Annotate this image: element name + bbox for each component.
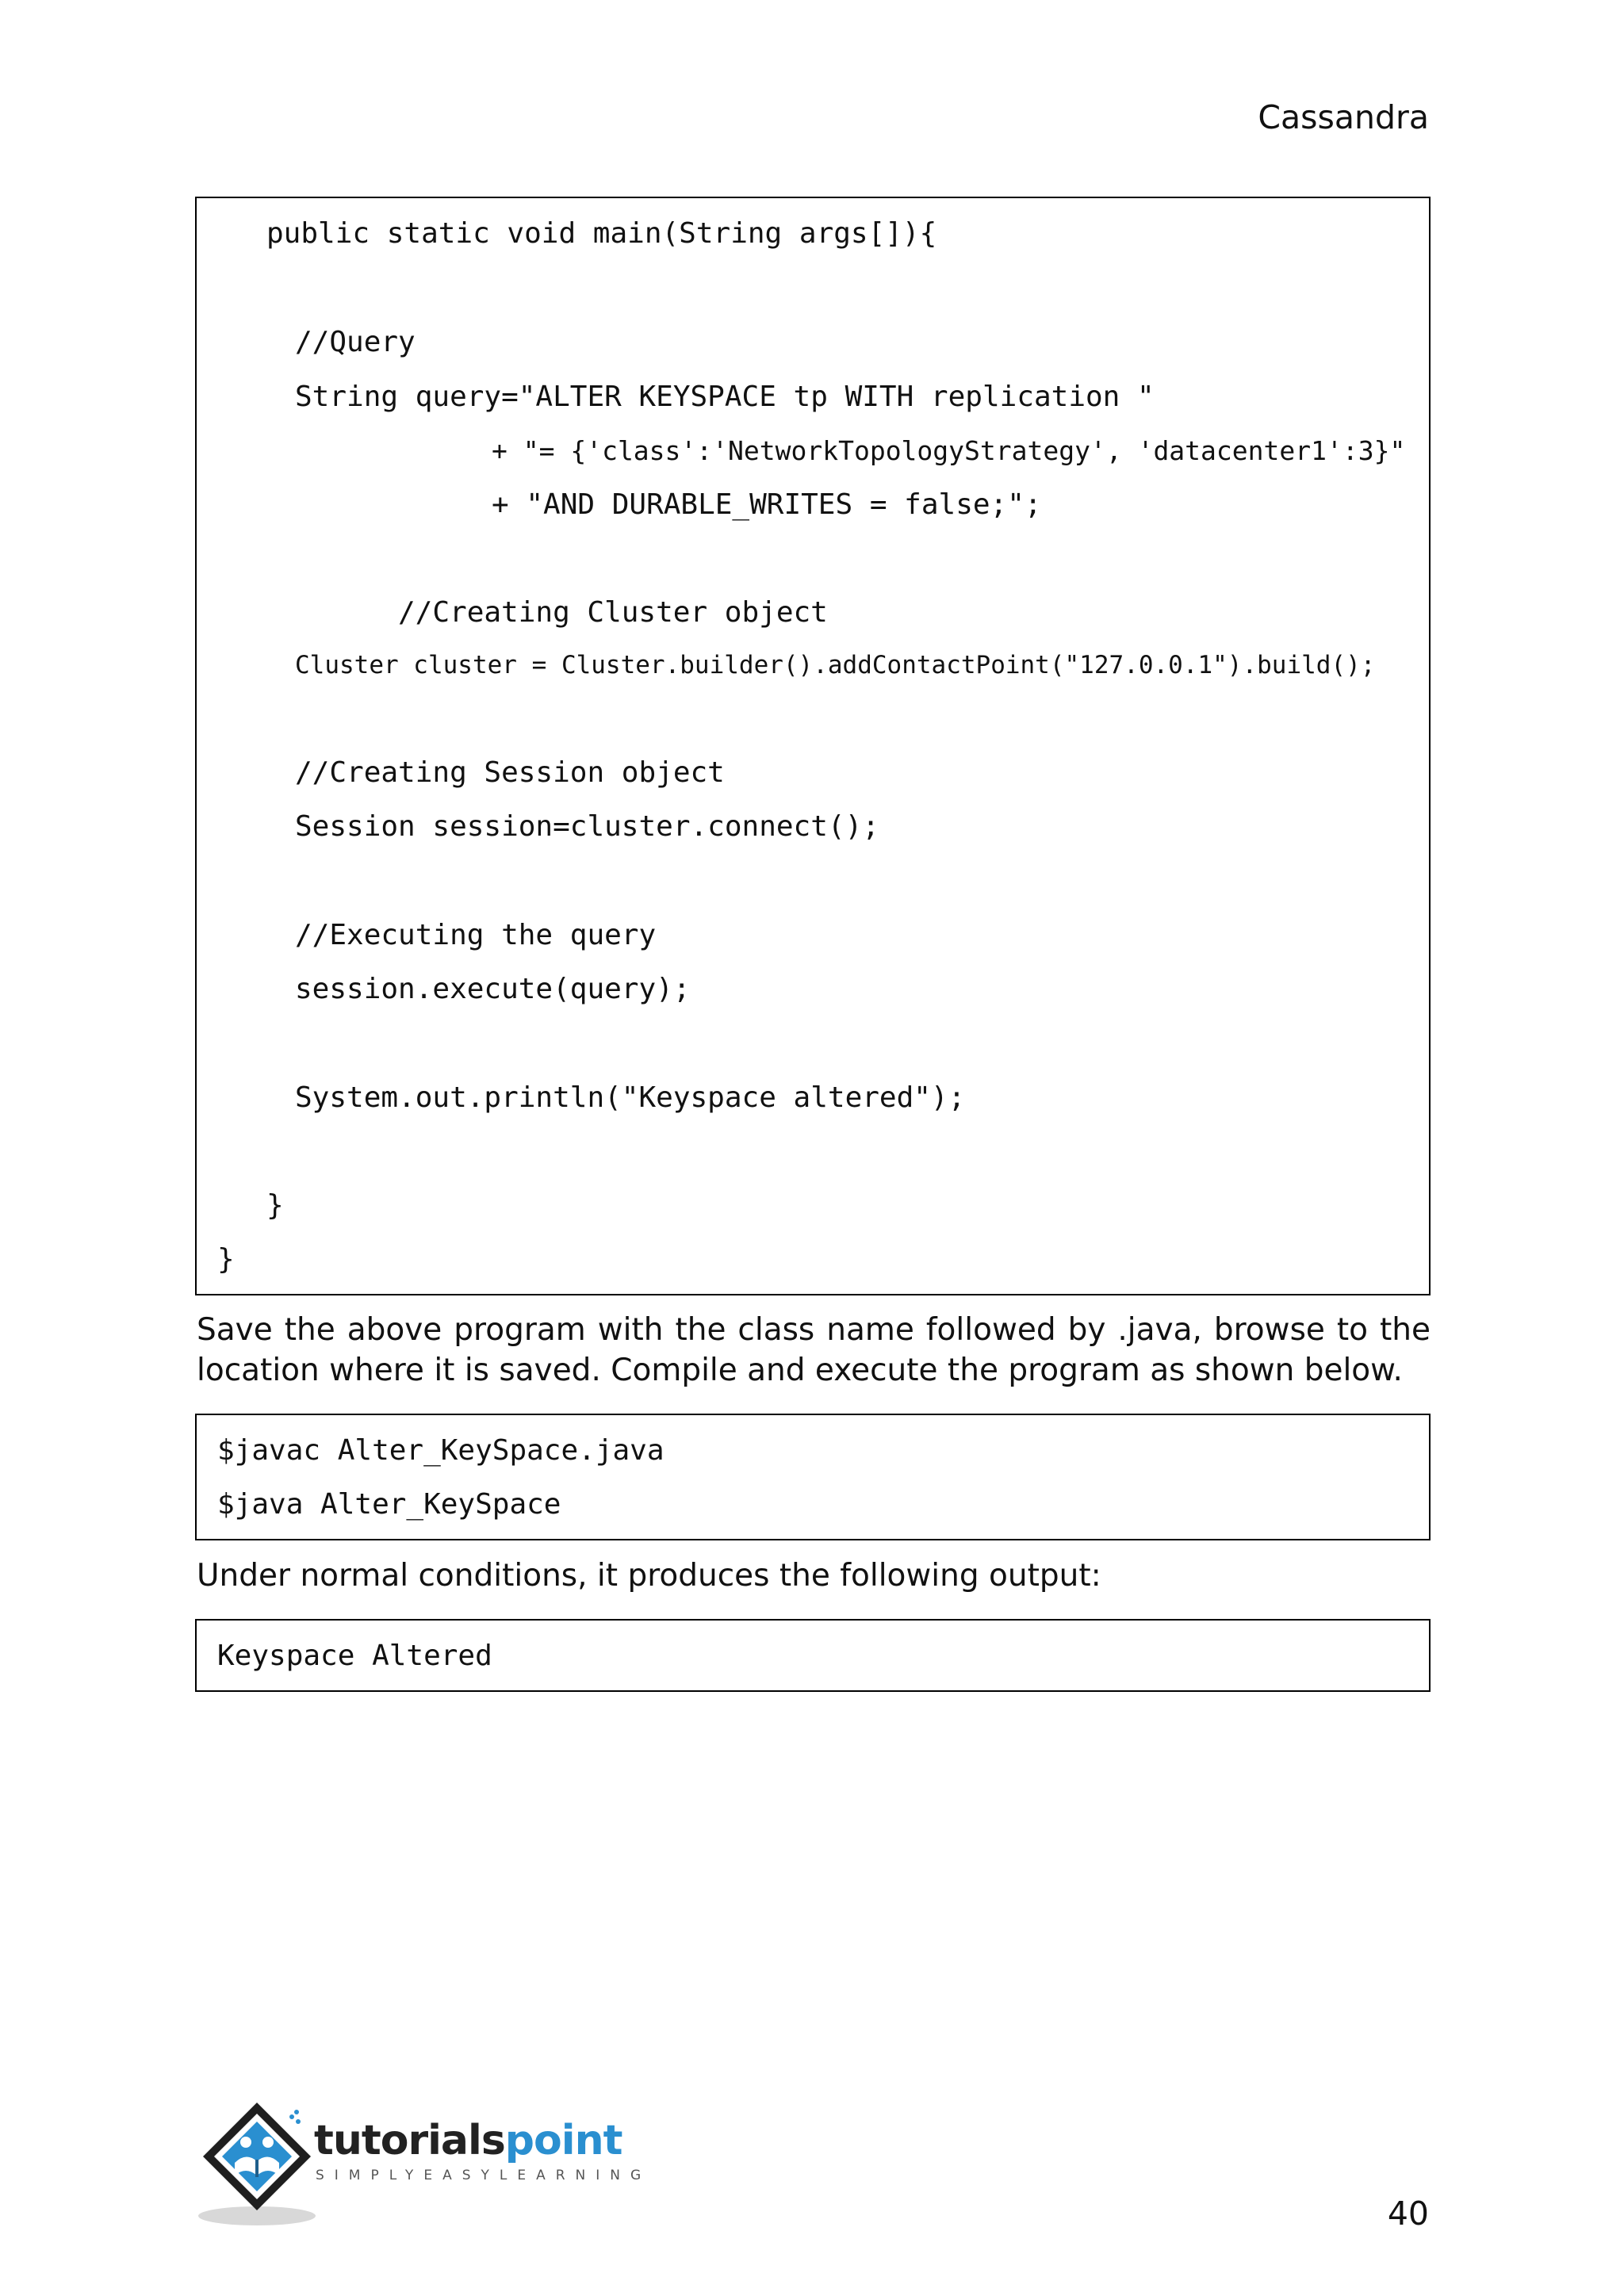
logo-wordmark-blue: point <box>504 2117 622 2164</box>
code-line: + "AND DURABLE_WRITES = false;"; <box>492 488 1042 521</box>
code-line: + "= {'class':'NetworkTopologyStrategy', 'datacenter1':3}" <box>492 435 1406 466</box>
code-line: $javac Alter_KeySpace.java <box>217 1434 665 1467</box>
code-line: Cluster cluster = Cluster.builder().addContactPoint("127.0.0.1").build(); <box>295 651 1376 679</box>
code-line: //Query <box>295 326 416 358</box>
code-block-main-program <box>195 197 1431 1295</box>
instruction-paragraph: Save the above program with the class name followed by .java, browse to the location where it is saved. Compile and execute the program as shown below. <box>197 1312 1431 1388</box>
logo-wordmark <box>314 2117 622 2164</box>
code-line: //Creating Session object <box>295 756 725 789</box>
code-block-compile-commands <box>195 1414 1431 1540</box>
output-intro-paragraph: Under normal conditions, it produces the following output: <box>197 1558 1101 1594</box>
code-line: System.out.println("Keyspace altered"); <box>295 1081 966 1114</box>
code-line: //Executing the query <box>295 919 657 951</box>
code-block-output <box>195 1619 1431 1692</box>
code-line: } <box>266 1189 284 1222</box>
running-header: Cassandra <box>1258 98 1429 136</box>
code-line: Session session=cluster.connect(); <box>295 810 879 843</box>
code-line: public static void main(String args[]){ <box>266 217 937 250</box>
code-line: //Creating Cluster object <box>398 596 828 629</box>
logo-wordmark-dark: tutorials <box>314 2117 505 2164</box>
code-line: } <box>217 1243 235 1276</box>
code-line: session.execute(query); <box>295 973 691 1005</box>
code-line: Keyspace Altered <box>217 1640 492 1672</box>
tutorialspoint-logo <box>195 2093 652 2236</box>
code-line: String query="ALTER KEYSPACE tp WITH replication " <box>295 381 1155 413</box>
logo-emblem-icon <box>195 2093 338 2236</box>
logo-tagline: SIMPLYEASYLEARNING <box>316 2168 652 2183</box>
page-number: 40 <box>1387 2195 1429 2233</box>
code-line: $java Alter_KeySpace <box>217 1488 561 1521</box>
